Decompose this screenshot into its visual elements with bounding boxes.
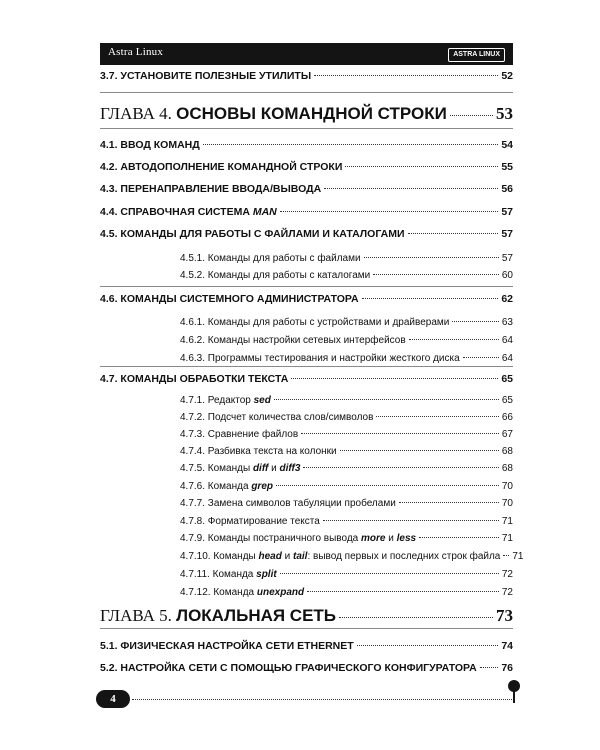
toc-text-part: 5.2. НАСТРОЙКА СЕТИ С ПОМОЩЬЮ ГРАФИЧЕСКОГО КОНФИГУРАТОРА: [100, 662, 477, 674]
toc-page-number: 70: [501, 498, 513, 509]
toc-separator: [100, 128, 513, 129]
toc-section: [100, 139, 513, 151]
toc-text-part: 4.7.9. Команды постраничного вывода: [180, 533, 362, 544]
toc-text-part: diff: [252, 463, 269, 474]
toc-text-part: 3.7. УСТАНОВИТЕ ПОЛЕЗНЫЕ УТИЛИТЫ: [100, 70, 312, 82]
toc-text-part: MAN: [252, 206, 277, 218]
toc-entry-title: [180, 569, 277, 580]
toc-leader-dots: [452, 321, 499, 322]
toc-leader-dots: [399, 502, 499, 503]
toc-leader-dots: [203, 144, 499, 145]
toc-separator: [100, 366, 513, 367]
toc-leader-dots: [324, 188, 498, 189]
toc-separator: [100, 628, 513, 629]
toc-page-number: 71: [501, 533, 513, 544]
toc-entry-title: [100, 70, 311, 82]
toc-entry-title: [180, 516, 320, 527]
toc-text-part: less: [396, 533, 417, 544]
toc-leader-dots: [340, 450, 499, 451]
toc-entry-title: [100, 183, 321, 195]
toc-page-number: 71: [501, 516, 513, 527]
toc-section: [100, 293, 513, 305]
astra-linux-logo: ASTRA LINUX: [448, 48, 505, 62]
toc-text-part: 4.7.12. Команда: [180, 587, 257, 598]
toc-text-part: head: [258, 551, 282, 562]
toc-subsection: [180, 481, 513, 492]
toc-text-part: 4.5.2. Команды для работы с каталогами: [180, 270, 371, 281]
toc-subsection: [180, 533, 513, 544]
toc-entry-title: [180, 353, 460, 364]
toc-text-part: и: [281, 551, 294, 562]
toc-entry-title: [100, 206, 277, 218]
toc-leader-dots: [345, 166, 498, 167]
toc-text-part: ГЛАВА 4.: [100, 104, 177, 123]
header-title: Astra Linux: [108, 46, 164, 58]
toc-text-part: more: [361, 533, 386, 544]
toc-page-number: 70: [501, 481, 513, 492]
toc-subsection: [180, 270, 513, 281]
toc-text-part: 4.7.7. Замена символов табуляции пробелами: [180, 498, 396, 509]
toc-text-part: : вывод первых и последних строк файла: [307, 551, 501, 562]
toc-subsection: [180, 516, 513, 527]
toc-leader-dots: [450, 115, 493, 116]
toc-leader-dots: [480, 667, 499, 668]
toc-entry-title: [180, 533, 416, 544]
toc-page-number: 65: [501, 395, 513, 406]
toc-text-part: 4.2. АВТОДОПОЛНЕНИЕ КОМАНДНОЙ СТРОКИ: [100, 161, 343, 173]
toc-text-part: 4.7.11. Команда: [180, 569, 257, 580]
toc-text-part: 4.7.5. Команды: [180, 463, 253, 474]
footer-ornament-stem: [513, 691, 515, 703]
toc-leader-dots: [291, 378, 498, 379]
toc-page-number: 62: [501, 293, 513, 305]
toc-leader-dots: [463, 357, 499, 358]
toc-page-number: 64: [501, 353, 513, 364]
toc-text-part: 5.1. ФИЗИЧЕСКАЯ НАСТРОЙКА СЕТИ ETHERNET: [100, 640, 354, 652]
toc-text-part: ОСНОВЫ КОМАНДНОЙ СТРОКИ: [176, 104, 447, 123]
toc-subsection: [180, 353, 513, 364]
toc-text-part: tail: [293, 551, 308, 562]
toc-page-number: 64: [501, 335, 513, 346]
toc-text-part: 4.5.1. Команды для работы с файлами: [180, 253, 361, 264]
toc-subsection: [180, 587, 513, 598]
toc-text-part: 4.7.6. Команда: [180, 481, 252, 492]
toc-entry-title: [180, 317, 449, 328]
toc-section: [100, 373, 513, 385]
toc-text-part: 4.6.2. Команды настройки сетевых интерфейсов: [180, 335, 406, 346]
toc-entry-title: [100, 104, 447, 124]
toc-entry-title: [180, 429, 298, 440]
toc-subsection: [180, 551, 524, 562]
toc-text-part: ГЛАВА 5.: [100, 606, 177, 625]
toc-leader-dots: [419, 537, 499, 538]
toc-subsection: [180, 335, 513, 346]
toc-text-part: 4.7.4. Разбивка текста на колонки: [180, 446, 337, 457]
toc-section: [100, 662, 513, 674]
toc-leader-dots: [323, 520, 499, 521]
toc-chapter: [100, 606, 513, 626]
toc-text-part: 4.6.1. Команды для работы с устройствами и драйверами: [180, 317, 450, 328]
footer-dotted-rule: [132, 699, 512, 700]
toc-text-part: ЛОКАЛЬНАЯ СЕТЬ: [176, 606, 337, 625]
toc-page-number: 57: [501, 228, 513, 240]
toc-entry-title: [180, 395, 271, 406]
toc-text-part: и: [385, 533, 397, 544]
toc-entry-title: [180, 551, 500, 562]
toc-section: [100, 228, 513, 240]
toc-page-number: 68: [501, 446, 513, 457]
toc-text-part: diff3: [279, 463, 301, 474]
toc-entry-title: [180, 253, 361, 264]
toc-entry-title: [100, 373, 288, 385]
toc-separator: [100, 92, 513, 93]
toc-chapter: [100, 104, 513, 124]
toc-section: [100, 640, 513, 652]
toc-leader-dots: [503, 555, 509, 556]
toc-subsection: [180, 446, 513, 457]
toc-text-part: split: [256, 569, 277, 580]
toc-page-number: 74: [501, 640, 513, 652]
toc-subsection: [180, 253, 513, 264]
toc-page-number: 71: [512, 551, 524, 562]
toc-page-number: 76: [501, 662, 513, 674]
toc-leader-dots: [364, 257, 499, 258]
toc-page-number: 60: [501, 270, 513, 281]
toc-text-part: 4.7.2. Подсчет количества слов/символов: [180, 412, 374, 423]
toc-page-number: 56: [501, 183, 513, 195]
toc-text-part: 4.1. ВВОД КОМАНД: [100, 139, 200, 151]
toc-leader-dots: [307, 591, 499, 592]
toc-page-number: 63: [501, 317, 513, 328]
toc-page-number: 52: [501, 70, 513, 82]
toc-entry-title: [100, 640, 354, 652]
toc-leader-dots: [274, 399, 499, 400]
toc-text-part: 4.7.3. Сравнение файлов: [180, 429, 299, 440]
toc-page-number: 72: [501, 569, 513, 580]
toc-page-number: 73: [496, 606, 513, 625]
toc-entry-title: [100, 161, 342, 173]
toc-section: [100, 161, 513, 173]
toc-separator: [100, 286, 513, 287]
toc-leader-dots: [408, 233, 499, 234]
toc-entry-title: [100, 662, 477, 674]
toc-leader-dots: [280, 211, 499, 212]
toc-leader-dots: [409, 339, 499, 340]
toc-page-number: 72: [501, 587, 513, 598]
toc-text-part: sed: [253, 395, 271, 406]
toc-text-part: grep: [251, 481, 273, 492]
toc-subsection: [180, 395, 513, 406]
toc-text-part: 4.7.10. Команды: [180, 551, 259, 562]
toc-entry-title: [180, 412, 373, 423]
toc-subsection: [180, 498, 513, 509]
toc-leader-dots: [280, 573, 499, 574]
toc-section: [100, 183, 513, 195]
toc-page-number: 53: [496, 104, 513, 123]
toc-entry-title: [180, 270, 370, 281]
toc-leader-dots: [276, 485, 499, 486]
toc-leader-dots: [301, 433, 499, 434]
toc-entry-title: [100, 228, 405, 240]
toc-entry-title: [180, 335, 406, 346]
toc-subsection: [180, 317, 513, 328]
toc-leader-dots: [357, 645, 499, 646]
toc-page-number: 67: [501, 429, 513, 440]
toc-text-part: и: [268, 463, 280, 474]
toc-subsection: [180, 569, 513, 580]
toc-text-part: 4.6.3. Программы тестирования и настройки жесткого диска: [180, 353, 460, 364]
toc-subsection: [180, 463, 513, 474]
page-number: 4: [96, 690, 130, 708]
toc-page-number: 55: [501, 161, 513, 173]
toc-leader-dots: [376, 416, 498, 417]
toc-entry-title: [180, 446, 337, 457]
toc-leader-dots: [362, 298, 499, 299]
toc-text-part: 4.7.1. Редактор: [180, 395, 254, 406]
toc-page-number: 57: [501, 206, 513, 218]
toc-text-part: 4.6. КОМАНДЫ СИСТЕМНОГО АДМИНИСТРАТОРА: [100, 293, 359, 305]
toc-leader-dots: [373, 274, 499, 275]
toc-page-number: 65: [501, 373, 513, 385]
toc-text-part: unexpand: [256, 587, 305, 598]
toc-text-part: 4.7. КОМАНДЫ ОБРАБОТКИ ТЕКСТА: [100, 373, 289, 385]
toc-leader-dots: [339, 617, 493, 618]
toc-section: [100, 206, 513, 218]
toc-subsection: [180, 429, 513, 440]
toc-entry-title: [180, 463, 300, 474]
toc-page-number: 54: [501, 139, 513, 151]
toc-entry-title: [100, 606, 336, 626]
toc-leader-dots: [303, 467, 498, 468]
toc-text-part: 4.4. СПРАВОЧНАЯ СИСТЕМА: [100, 206, 253, 218]
toc-leader-dots: [314, 75, 498, 76]
toc-entry-title: [100, 293, 359, 305]
toc-entry-title: [180, 587, 304, 598]
toc-entry-title: [180, 481, 273, 492]
toc-entry-title: [100, 139, 200, 151]
toc-page-number: 68: [501, 463, 513, 474]
toc-subsection: [180, 412, 513, 423]
toc-page-number: 66: [501, 412, 513, 423]
toc-page-number: 57: [501, 253, 513, 264]
toc-text-part: 4.3. ПЕРЕНАПРАВЛЕНИЕ ВВОДА/ВЫВОДА: [100, 183, 322, 195]
toc-text-part: 4.7.8. Форматирование текста: [180, 516, 320, 527]
toc-text-part: 4.5. КОМАНДЫ ДЛЯ РАБОТЫ С ФАЙЛАМИ И КАТАЛОГАМИ: [100, 228, 405, 240]
toc-entry-title: [180, 498, 396, 509]
toc-section: [100, 70, 513, 82]
